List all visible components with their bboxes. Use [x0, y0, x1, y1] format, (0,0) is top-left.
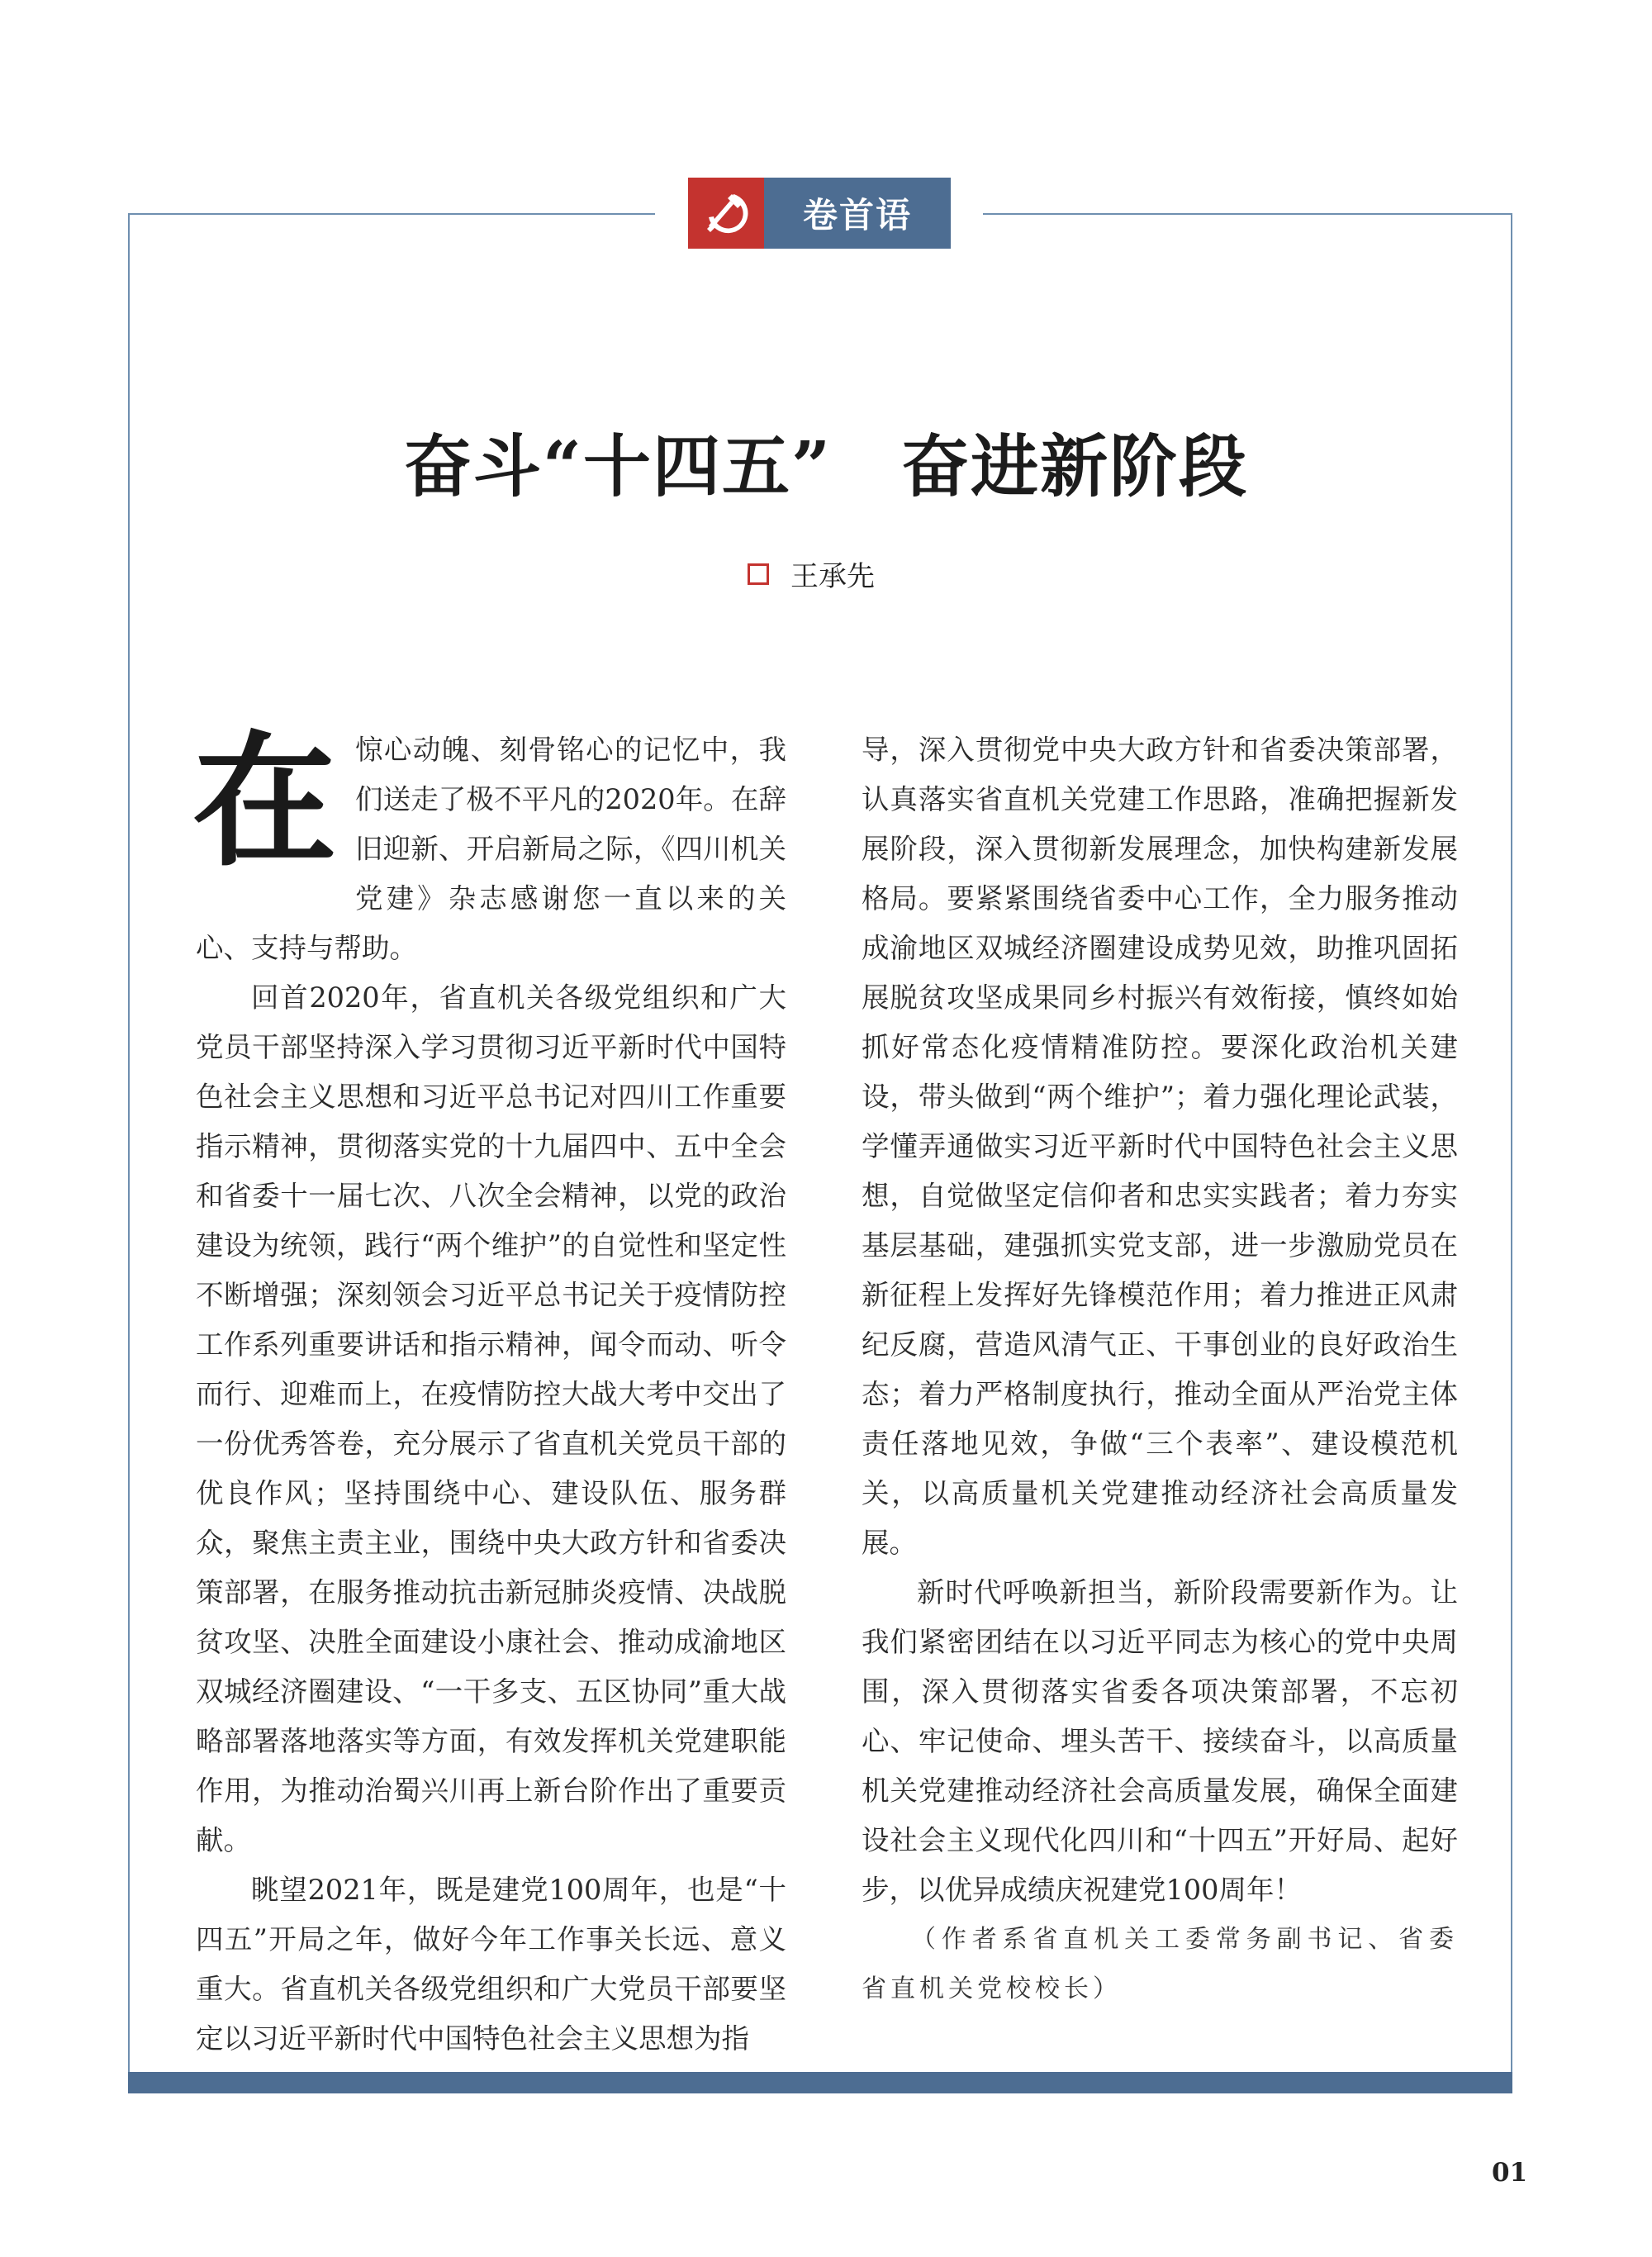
article-title: 奋斗“十四五” 奋进新阶段 — [403, 427, 1249, 506]
paragraph — [192, 717, 786, 973]
section-badge — [688, 178, 951, 249]
author-note: （作者系省直机关工委常务副书记、省委省直机关党校校长） — [862, 1925, 1458, 2003]
square-bullet-icon — [748, 563, 769, 585]
section-label: 卷首语 — [764, 178, 951, 249]
right-column — [862, 725, 1458, 2014]
paragraph-text: 惊心动魄、刻骨铭心的记忆中，我们送走了极不平凡的2020年。在辞旧迎新、开启新局之际，《四川机关党建》杂志感谢您一直以来的关心、支持与帮助。 — [196, 734, 786, 964]
bottom-accent-bar — [128, 2072, 1512, 2093]
author-byline — [748, 554, 875, 594]
paragraph: 新时代呼唤新担当，新阶段需要新作为。让我们紧密团结在以习近平同志为核心的党中央周围，深入贯彻落实省委各项决策部署，不忘初心、牢记使命、埋头苦干、接续奋斗，以高质量机关党建推动经济社会高质量发展，确保全面建设社会主义现代化四川和“十四五”开好局、起好步，以优异成绩庆祝建党100周年！ — [862, 1576, 1458, 1906]
paragraph: 眺望2021年，既是建党100周年，也是“十四五”开局之年，做好今年工作事关长远、意义重大。省直机关各级党组织和广大党员干部要坚定以习近平新时代中国特色社会主义思想为指 — [196, 1874, 786, 2055]
frame-top-left-line — [128, 213, 655, 215]
page-number: 01 — [1492, 2158, 1528, 2188]
hammer-sickle-icon — [688, 178, 764, 249]
frame-top-right-line — [983, 213, 1512, 215]
drop-cap: 在 — [192, 717, 337, 886]
paragraph: 导，深入贯彻党中央大政方针和省委决策部署，认真落实省直机关党建工作思路，准确把握新发展阶段，深入贯彻新发展理念，加快构建新发展格局。要紧紧围绕省委中心工作，全力服务推动成渝地区双城经济圈建设成势见效，助推巩固拓展脱贫攻坚成果同乡村振兴有效衔接，慎终如始抓好常态化疫情精准防控。要深化政治机关建设，带头做到“两个维护”；着力强化理论武装，学懂弄通做实习近平新时代中国特色社会主义思想，自觉做坚定信仰者和忠实实践者；着力夯实基层基础，建强抓实党支部，进一步激励党员在新征程上发挥好先锋模范作用；着力推进正风肃纪反腐，营造风清气正、干事创业的良好政治生态；着力严格制度执行，推动全面从严治党主体责任落地见效，争做“三个表率”、建设模范机关，以高质量机关党建推动经济社会高质量发展。 — [862, 734, 1458, 1559]
paragraph: 回首2020年，省直机关各级党组织和广大党员干部坚持深入学习贯彻习近平新时代中国特色社会主义思想和习近平总书记对四川工作重要指示精神，贯彻落实党的十九届四中、五中全会和省委十一届七次、八次全会精神，以党的政治建设为统领，践行“两个维护”的自觉性和坚定性不断增强；深刻领会习近平总书记关于疫情防控工作系列重要讲话和指示精神，闻令而动、听令而行、迎难而上，在疫情防控大战大考中交出了一份优秀答卷，充分展示了省直机关党员干部的优良作风；坚持围绕中心、建设队伍、服务群众，聚焦主责主业，围绕中央大政方针和省委决策部署，在服务推动抗击新冠肺炎疫情、决战脱贫攻坚、决胜全面建设小康社会、推动成渝地区双城经济圈建设、“一干多支、五区协同”重大战略部署落地落实等方面，有效发挥机关党建职能作用，为推动治蜀兴川再上新台阶作出了重要贡献。 — [196, 981, 786, 1856]
author-name: 王承先 — [790, 560, 875, 593]
left-column — [192, 717, 786, 2064]
